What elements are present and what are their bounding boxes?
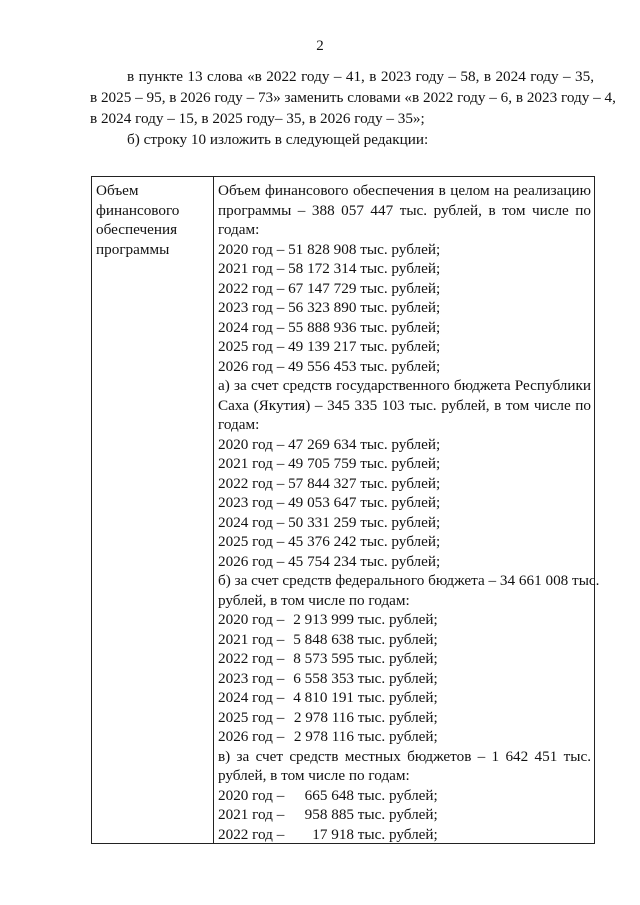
- state-year-line: 2023 год – 49 053 647 тыс. рублей;: [218, 494, 441, 511]
- total-year-line: 2024 год – 55 888 936 тыс. рублей;: [218, 318, 441, 336]
- row-label-line: программы: [96, 240, 170, 258]
- row-content-cell: [218, 181, 600, 844]
- intro-line: годам:: [218, 221, 260, 238]
- year-label: 2023 год –: [218, 669, 285, 687]
- year-label: 2020 год –: [218, 786, 285, 804]
- federal-year-line: [218, 630, 591, 650]
- year-label: 2021 год –: [218, 806, 285, 823]
- unit-label: тыс. рублей;: [357, 630, 438, 648]
- amount-value: 5 848 638: [293, 630, 354, 648]
- paragraph-line: в 2025 – 95, в 2026 году – 73» заменить словами «в 2022 году – 6, в 2023 году – 4,: [90, 89, 616, 106]
- amount-value: 2 913 999: [293, 611, 354, 628]
- year-label: 2024 год –: [218, 689, 285, 706]
- unit-label: тыс. рублей;: [357, 650, 438, 667]
- local-budget-line: в) за счет средств местных бюджетов – 1 642 451 тыс.: [218, 747, 591, 765]
- unit-label: тыс. рублей;: [357, 806, 438, 823]
- state-year-line: 2024 год – 50 331 259 тыс. рублей;: [218, 513, 441, 531]
- federal-year-line: [218, 708, 591, 728]
- state-year-line: 2021 год – 49 705 759 тыс. рублей;: [218, 455, 441, 472]
- federal-year-line: [218, 610, 591, 630]
- federal-budget-line: б) за счет средств федерального бюджета – 34 661 008 тыс.: [218, 572, 600, 589]
- local-year-line: [218, 825, 591, 845]
- amount-value: 2 978 116: [293, 708, 354, 726]
- unit-label: тыс. рублей;: [357, 825, 438, 843]
- amount-value: 2 978 116: [293, 728, 354, 745]
- unit-label: тыс. рублей;: [357, 611, 438, 628]
- state-year-line: 2026 год – 45 754 234 тыс. рублей;: [218, 552, 441, 570]
- year-label: 2022 год –: [218, 825, 285, 843]
- row-label-cell: [96, 181, 208, 259]
- paragraph-line: в пункте 13 слова «в 2022 году – 41, в 2023 году – 58, в 2024 году – 35,: [127, 68, 594, 85]
- local-year-line: [218, 805, 591, 825]
- local-budget-line: рублей, в том числе по годам:: [218, 767, 410, 784]
- federal-year-line: [218, 688, 591, 708]
- state-budget-line: а) за счет средств государственного бюджета Республики: [218, 377, 591, 394]
- amount-value: 4 810 191: [293, 689, 354, 706]
- total-year-line: 2025 год – 49 139 217 тыс. рублей;: [218, 338, 441, 355]
- amount-value: 6 558 353: [293, 669, 354, 687]
- total-year-line: 2022 год – 67 147 729 тыс. рублей;: [218, 279, 441, 297]
- row-label-line: обеспечения: [96, 221, 178, 238]
- unit-label: тыс. рублей;: [357, 708, 438, 726]
- year-label: 2021 год –: [218, 630, 285, 648]
- federal-year-line: [218, 669, 591, 689]
- unit-label: тыс. рублей;: [357, 669, 438, 687]
- amount-value: 665 648: [304, 786, 354, 804]
- local-year-line: [218, 786, 591, 806]
- year-label: 2020 год –: [218, 611, 285, 628]
- total-year-line: 2021 год – 58 172 314 тыс. рублей;: [218, 260, 441, 277]
- state-year-line: 2022 год – 57 844 327 тыс. рублей;: [218, 474, 441, 492]
- unit-label: тыс. рублей;: [357, 786, 438, 804]
- federal-budget-line: рублей, в том числе по годам:: [218, 591, 410, 609]
- intro-line: Объем финансового обеспечения в целом на реализацию: [218, 182, 591, 199]
- column-divider: [213, 177, 214, 843]
- unit-label: тыс. рублей;: [357, 689, 438, 706]
- federal-year-line: [218, 649, 591, 669]
- state-budget-line: Саха (Якутия) – 345 335 103 тыс. рублей, в том числе по: [218, 396, 591, 414]
- financing-table: [91, 176, 600, 844]
- federal-year-line: [218, 727, 591, 747]
- year-label: 2022 год –: [218, 650, 285, 667]
- state-year-line: 2020 год – 47 269 634 тыс. рублей;: [218, 435, 441, 453]
- amount-value: 958 885: [304, 806, 354, 823]
- intro-line: программы – 388 057 447 тыс. рублей, в том числе по: [218, 201, 591, 219]
- total-year-line: 2020 год – 51 828 908 тыс. рублей;: [218, 240, 441, 258]
- year-label: 2025 год –: [218, 708, 285, 726]
- paragraph-line: б) строку 10 изложить в следующей редакции:: [127, 131, 429, 148]
- row-label-line: Объем: [96, 182, 139, 199]
- state-budget-line: годам:: [218, 416, 260, 433]
- amendment-paragraph-2: [90, 129, 594, 150]
- state-year-line: 2025 год – 45 376 242 тыс. рублей;: [218, 533, 441, 550]
- amount-value: 17 918: [312, 825, 354, 843]
- amount-value: 8 573 595: [293, 650, 354, 667]
- row-label-line: финансового: [96, 201, 180, 219]
- total-year-line: 2023 год – 56 323 890 тыс. рублей;: [218, 299, 441, 316]
- amendment-paragraph-1: [90, 66, 616, 129]
- paragraph-line: в 2024 году – 15, в 2025 году– 35, в 2026 году – 35»;: [90, 110, 425, 127]
- unit-label: тыс. рублей;: [357, 728, 438, 745]
- total-year-line: 2026 год – 49 556 453 тыс. рублей;: [218, 357, 441, 375]
- year-label: 2026 год –: [218, 728, 285, 745]
- page-number: 2: [316, 38, 324, 54]
